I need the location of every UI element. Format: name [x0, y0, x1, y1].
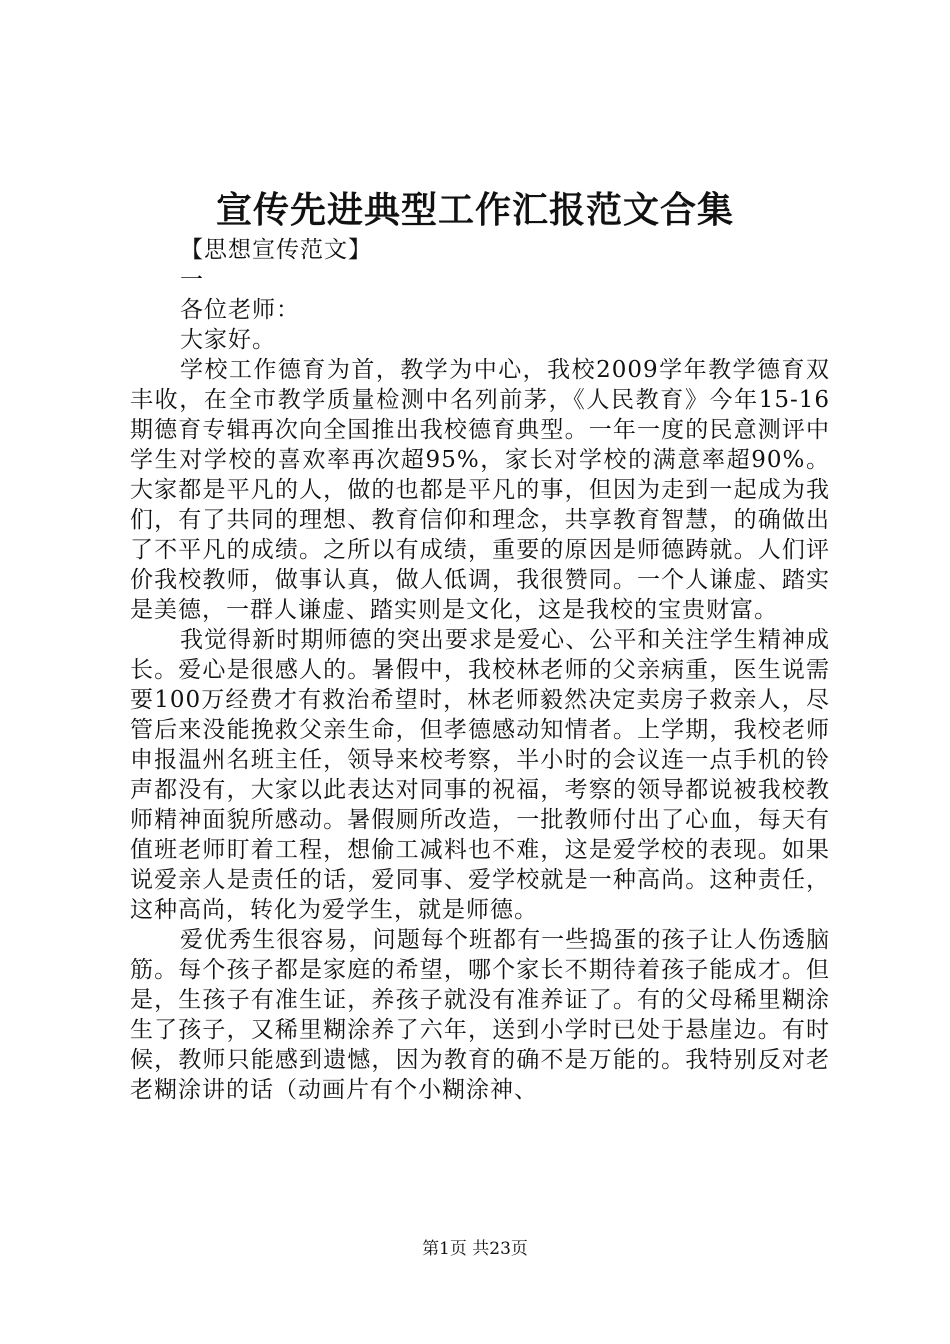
greeting: 大家好。 [180, 327, 276, 353]
section-number: 一 [180, 267, 204, 293]
section-heading: 【思想宣传范文】 [180, 237, 372, 263]
body-paragraph: 我觉得新时期师德的突出要求是爱心、公平和关注学生精神成长。爱心是很感人的。暑假中，我校林老师的父亲病重，医生说需要100万经费才有救治希望时，林老师毅然决定卖房子救亲人，尽管后来没能挽救父亲生命，但孝德感动知情者。上学期，我校老师申报温州名班主任，领导来校考察，半小时的会议连一点手机的铃声都没有，大家以此表达对同事的祝福，考察的领导都说被我校教师精神面貌所感动。暑假厕所改造，一批教师付出了心血，每天有值班老师盯着工程，想偷工减料也不难，这是爱学校的表现。如果说爱亲人是责任的话，爱同事、爱学校就是一种高尚。这种责任，这种高尚，转化为爱学生，就是师德。 [130, 627, 830, 923]
body-paragraph: 爱优秀生很容易，问题每个班都有一些捣蛋的孩子让人伤透脑筋。每个孩子都是家庭的希望，哪个家长不期待着孩子能成才。但是，生孩子有准生证，养孩子就没有准养证了。有的父母稀里糊涂生了孩子，又稀里糊涂养了六年，送到小学时已处于悬崖边。有时候，教师只能感到遗憾，因为教育的确不是万能的。我特别反对老老糊涂讲的话（动画片有个小糊涂神、 [130, 927, 830, 1103]
document-title: 宣传先进典型工作汇报范文合集 [215, 189, 734, 231]
body-paragraph: 学校工作德育为首，教学为中心，我校2009学年教学德育双丰收，在全市教学质量检测中名列前茅，《人民教育》今年15-16期德育专辑再次向全国推出我校德育典型。一年一度的民意测评中学生对学校的喜欢率再次超95%，家长对学校的满意率超90%。大家都是平凡的人，做的也都是平凡的事，但因为走到一起成为我们，有了共同的理想、教育信仰和理念，共享教育智慧，的确做出了不平凡的成绩。之所以有成绩，重要的原因是师德踌就。人们评价我校教师，做事认真，做人低调，我很赞同。一个人谦虚、踏实是美德，一群人谦虚、踏实则是文化，这是我校的宝贵财富。 [130, 357, 830, 623]
salutation: 各位老师： [180, 297, 300, 323]
page-footer: 第1页 共23页 [422, 1239, 528, 1259]
document-body [130, 235, 830, 1105]
